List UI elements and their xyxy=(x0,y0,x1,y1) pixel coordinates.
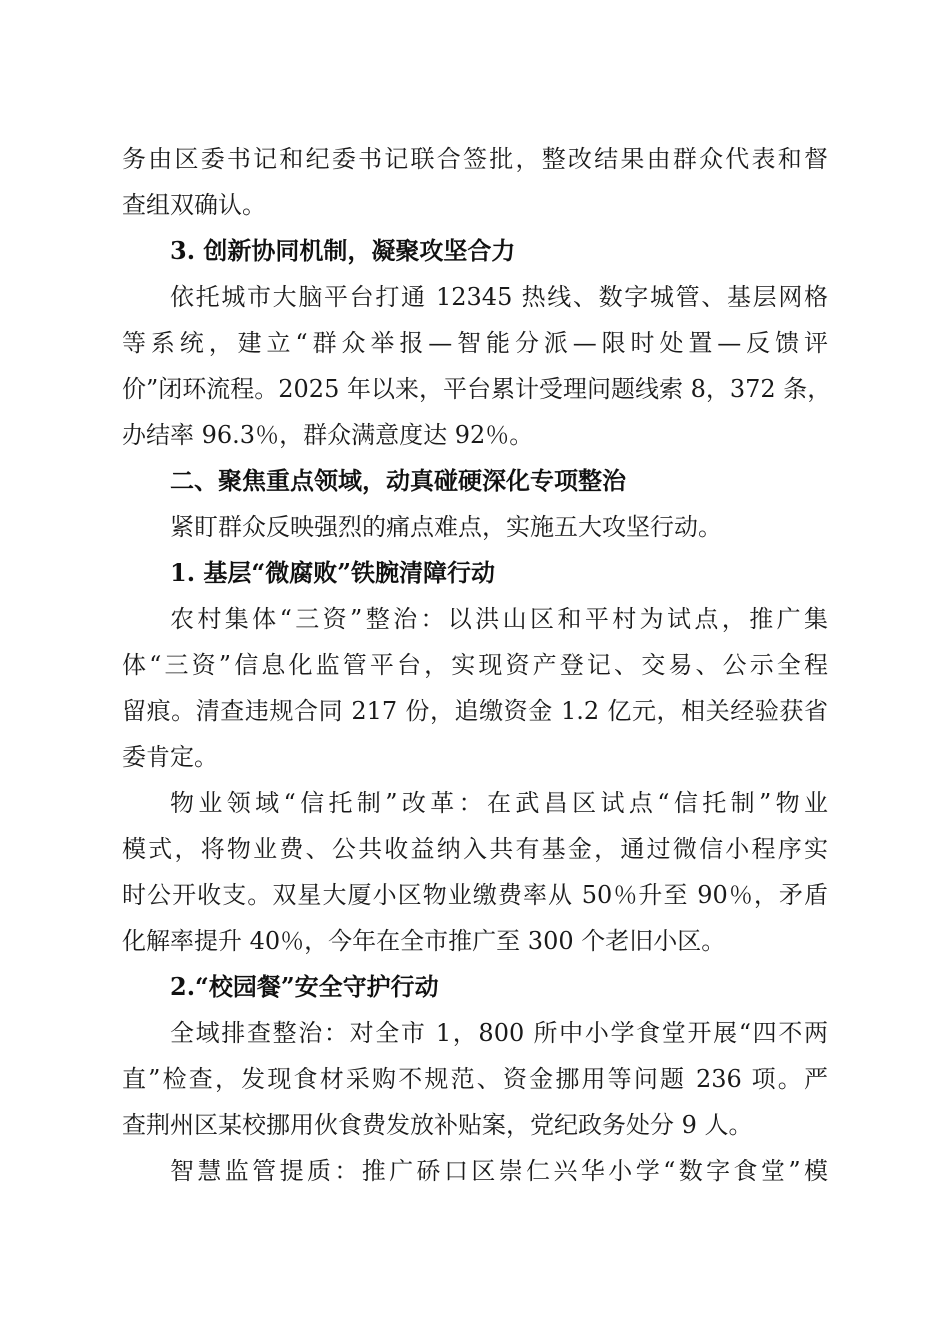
paragraph-line: 价”闭环流程。2025 年以来，平台累计受理问题线索 8，372 条， xyxy=(122,375,832,403)
paragraph-line: 全域排查整治：对全市 1，800 所中小学食堂开展“四不两 xyxy=(170,1019,828,1047)
paragraph-line: 办结率 96.3％，群众满意度达 92％。 xyxy=(122,421,534,449)
paragraph-line: 务由区委书记和纪委书记联合签批，整改结果由群众代表和督 xyxy=(122,145,828,173)
section-heading: 3. 创新协同机制，凝聚攻坚合力 xyxy=(170,236,516,265)
paragraph-line: 直”检查，发现食材采购不规范、资金挪用等问题 236 项。严 xyxy=(122,1065,828,1093)
paragraph-line: 等系统，建立“群众举报—智能分派—限时处置—反馈评 xyxy=(122,329,828,357)
section-heading: 1. 基层“微腐败”铁腕清障行动 xyxy=(170,558,496,587)
paragraph-line: 留痕。清查违规合同 217 份，追缴资金 1.2 亿元，相关经验获省 xyxy=(122,697,828,725)
paragraph-line: 模式，将物业费、公共收益纳入共有基金，通过微信小程序实 xyxy=(122,835,828,863)
paragraph-line: 智慧监管提质：推广硚口区崇仁兴华小学“数字食堂”模 xyxy=(170,1157,828,1185)
paragraph-line: 委肯定。 xyxy=(122,743,218,771)
paragraph-line: 物业领域“信托制”改革：在武昌区试点“信托制”物业 xyxy=(170,789,828,817)
paragraph-line: 依托城市大脑平台打通 12345 热线、数字城管、基层网格 xyxy=(170,283,828,311)
paragraph-line: 紧盯群众反映强烈的痛点难点，实施五大攻坚行动。 xyxy=(170,513,722,541)
chapter-heading: 二、聚焦重点领域，动真碰硬深化专项整治 xyxy=(170,467,626,495)
paragraph-line: 时公开收支。双星大厦小区物业缴费率从 50％升至 90％，矛盾 xyxy=(122,881,828,909)
paragraph-line: 查荆州区某校挪用伙食费发放补贴案，党纪政务处分 9 人。 xyxy=(122,1111,753,1139)
document-body xyxy=(122,136,832,1194)
paragraph-line: 体“三资”信息化监管平台，实现资产登记、交易、公示全程 xyxy=(122,651,828,679)
paragraph-line: 查组双确认。 xyxy=(122,191,266,219)
paragraph-line: 化解率提升 40％，今年在全市推广至 300 个老旧小区。 xyxy=(122,927,726,955)
paragraph-line: 农村集体“三资”整治：以洪山区和平村为试点，推广集 xyxy=(170,605,828,633)
section-heading: 2.“校园餐”安全守护行动 xyxy=(170,972,439,1001)
